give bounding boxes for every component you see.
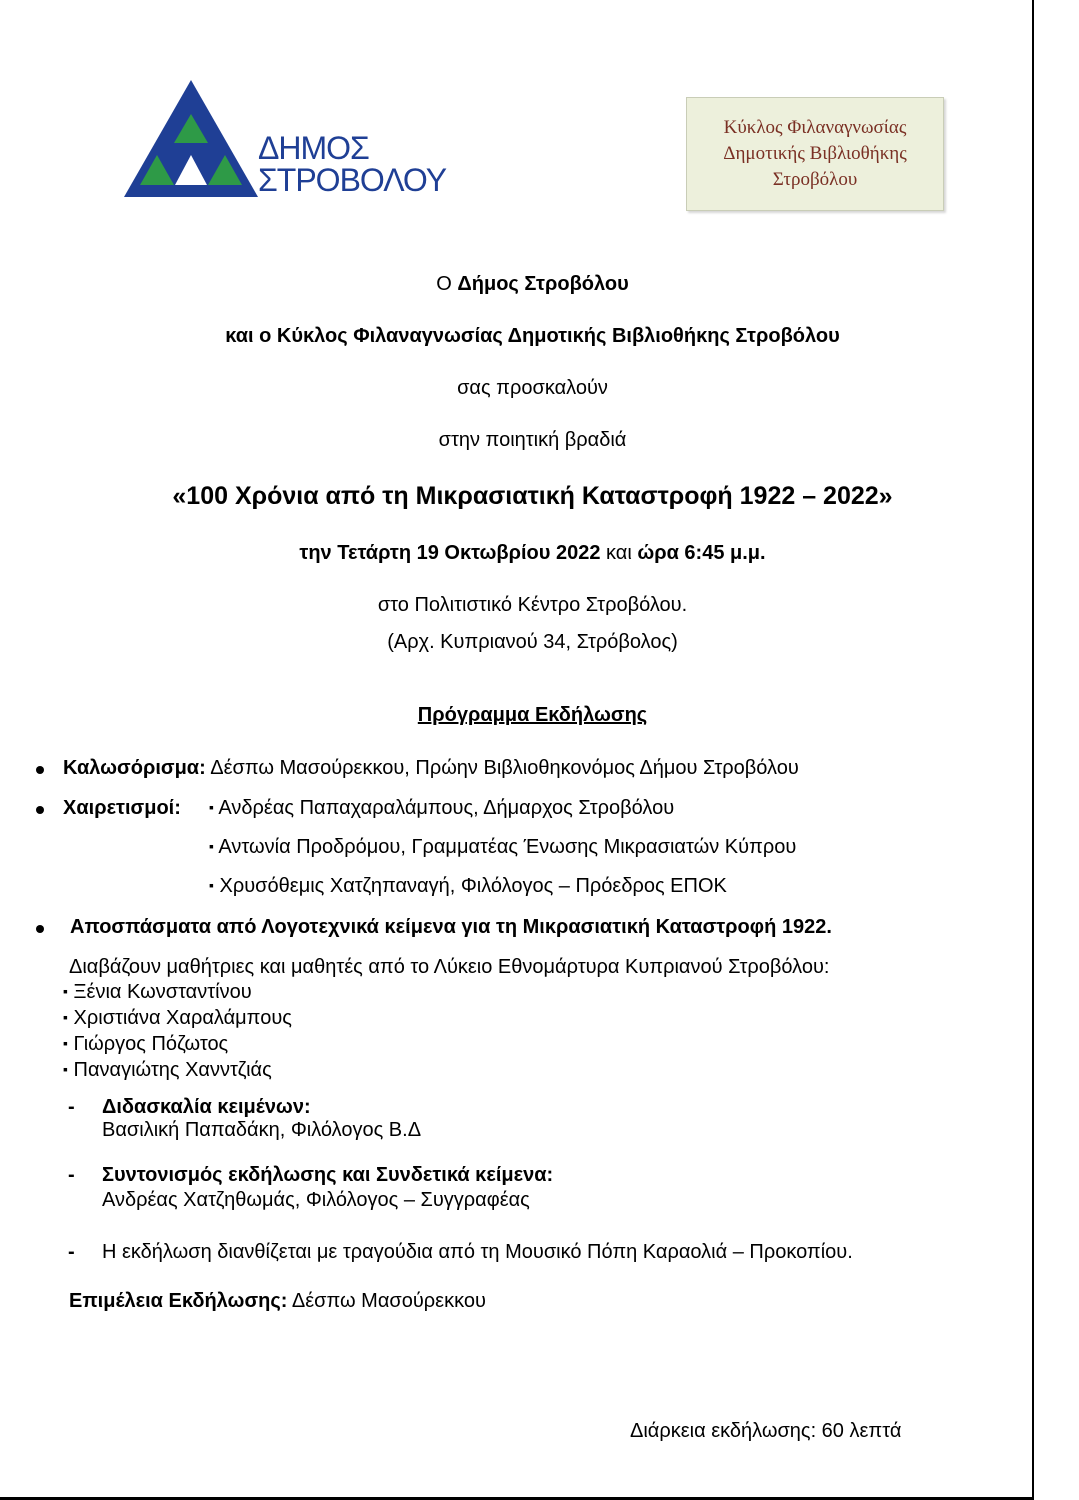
square-bullet-icon: ▪ xyxy=(209,877,214,893)
event-address: (Αρχ. Κυπριανού 34, Στρόβολος) xyxy=(387,631,678,653)
teaching-label: Διδασκαλία κειμένων: xyxy=(102,1096,311,1118)
square-bullet-icon: ▪ xyxy=(209,799,214,815)
reader-item-3 xyxy=(63,1033,228,1056)
editing-name: Δέσπω Μασούρεκκου xyxy=(287,1290,486,1312)
event-title: «100 Χρόνια από τη Μικρασιατική Καταστροφή 1922 – 2022» xyxy=(172,482,893,510)
teaching-name: Βασιλική Παπαδάκη, Φιλόλογος Β.Δ xyxy=(102,1119,422,1141)
logo-word-strovolou: ΣΤΡΟΒΟΛΟΥ xyxy=(258,162,447,198)
municipality-logo xyxy=(118,72,451,210)
greeting-item-1 xyxy=(209,797,674,820)
readers-intro: Διαβάζουν μαθήτριες και μαθητές από το Λύκειο Εθνομάρτυρα Κυπριανού Στροβόλου: xyxy=(69,956,830,978)
greeting-text: Αντωνία Προδρόμου, Γραμματέας Ένωσης Μικρασιατών Κύπρου xyxy=(218,836,797,858)
welcome-text: Δέσπω Μασούρεκκου, Πρώην Βιβλιοθηκονόμος Δήμου Στροβόλου xyxy=(205,757,799,779)
greeting-item-2 xyxy=(209,836,796,859)
reader-item-1 xyxy=(63,981,252,1004)
reader-name: Ξένια Κωνσταντίνου xyxy=(73,981,252,1003)
triangle-logo-icon xyxy=(124,80,259,198)
reading-circle-line3: Στροβόλου xyxy=(772,169,858,190)
reader-name: Παναγιώτης Χανντζιάς xyxy=(73,1059,272,1081)
bullet-icon xyxy=(36,806,44,814)
logo-word-dimos: ΔΗΜΟΣ xyxy=(258,130,369,166)
reading-circle-line2: Δημοτικής Βιβλιοθήκης xyxy=(723,143,907,164)
songs-note: Η εκδήλωση διανθίζεται με τραγούδια από τη Μουσικό Πόπη Καραολιά – Προκοπίου. xyxy=(102,1241,853,1263)
square-bullet-icon: ▪ xyxy=(209,838,214,854)
greeting-text: Χρυσόθεμις Χατζηπαναγή, Φιλόλογος – Πρόεδρος ΕΠΟΚ xyxy=(219,875,727,897)
editing-label: Επιμέλεια Εκδήλωσης: xyxy=(69,1290,288,1312)
square-bullet-icon: ▪ xyxy=(63,1035,68,1051)
coordination-label: Συντονισμός εκδήλωσης και Συνδετικά κείμενα: xyxy=(102,1164,554,1186)
greeting-item-3 xyxy=(209,875,727,898)
invitation-prefix: Ο xyxy=(436,273,458,295)
coordination-name: Ανδρέας Χατζηθωμάς, Φιλόλογος – Συγγραφέας xyxy=(102,1189,530,1211)
page-border-right xyxy=(1032,0,1034,1500)
reader-name: Χριστιάνα Χαραλάμπους xyxy=(73,1007,292,1029)
reader-item-4 xyxy=(63,1059,272,1082)
event-datetime xyxy=(0,542,1065,565)
event-time: ώρα 6:45 μ.μ. xyxy=(637,542,766,564)
reader-item-2 xyxy=(63,1007,292,1030)
welcome-row xyxy=(63,757,799,780)
greeting-text: Ανδρέας Παπαχαραλάμπους, Δήμαρχος Στροβόλου xyxy=(218,797,675,819)
bullet-icon xyxy=(36,925,44,933)
municipality-name: Δήμος Στροβόλου xyxy=(457,273,629,295)
square-bullet-icon: ▪ xyxy=(63,983,68,999)
bullet-icon xyxy=(36,766,44,774)
dash-icon: - xyxy=(68,1096,75,1118)
square-bullet-icon: ▪ xyxy=(63,1061,68,1077)
welcome-label: Καλωσόρισμα: xyxy=(63,757,206,779)
program-heading: Πρόγραμμα Εκδήλωσης xyxy=(417,704,648,726)
dash-icon: - xyxy=(68,1164,75,1186)
editing-row xyxy=(69,1290,486,1313)
invitation-line4: στην ποιητική βραδιά xyxy=(438,429,627,451)
excerpts-title: Αποσπάσματα από Λογοτεχνικά κείμενα για τη Μικρασιατική Καταστροφή 1922. xyxy=(70,916,832,938)
invitation-line3: σας προσκαλούν xyxy=(457,377,608,399)
square-bullet-icon: ▪ xyxy=(63,1009,68,1025)
greetings-label: Χαιρετισμοί: xyxy=(63,797,181,819)
event-date: την Τετάρτη 19 Οκτωβρίου 2022 xyxy=(299,542,601,564)
invitation-line1 xyxy=(0,273,1065,296)
reading-circle-line1: Κύκλος Φιλαναγνωσίας xyxy=(723,117,907,138)
reading-circle-logo xyxy=(686,97,944,211)
event-date-connector: και xyxy=(600,542,638,564)
reader-name: Γιώργος Πόζωτος xyxy=(73,1033,229,1055)
event-venue: στο Πολιτιστικό Κέντρο Στροβόλου. xyxy=(377,594,688,616)
dash-icon: - xyxy=(68,1241,75,1263)
invitation-line2: και ο Κύκλος Φιλαναγνωσίας Δημοτικής Βιβλιοθήκης Στροβόλου xyxy=(225,325,840,347)
event-duration: Διάρκεια εκδήλωσης: 60 λεπτά xyxy=(630,1420,902,1442)
